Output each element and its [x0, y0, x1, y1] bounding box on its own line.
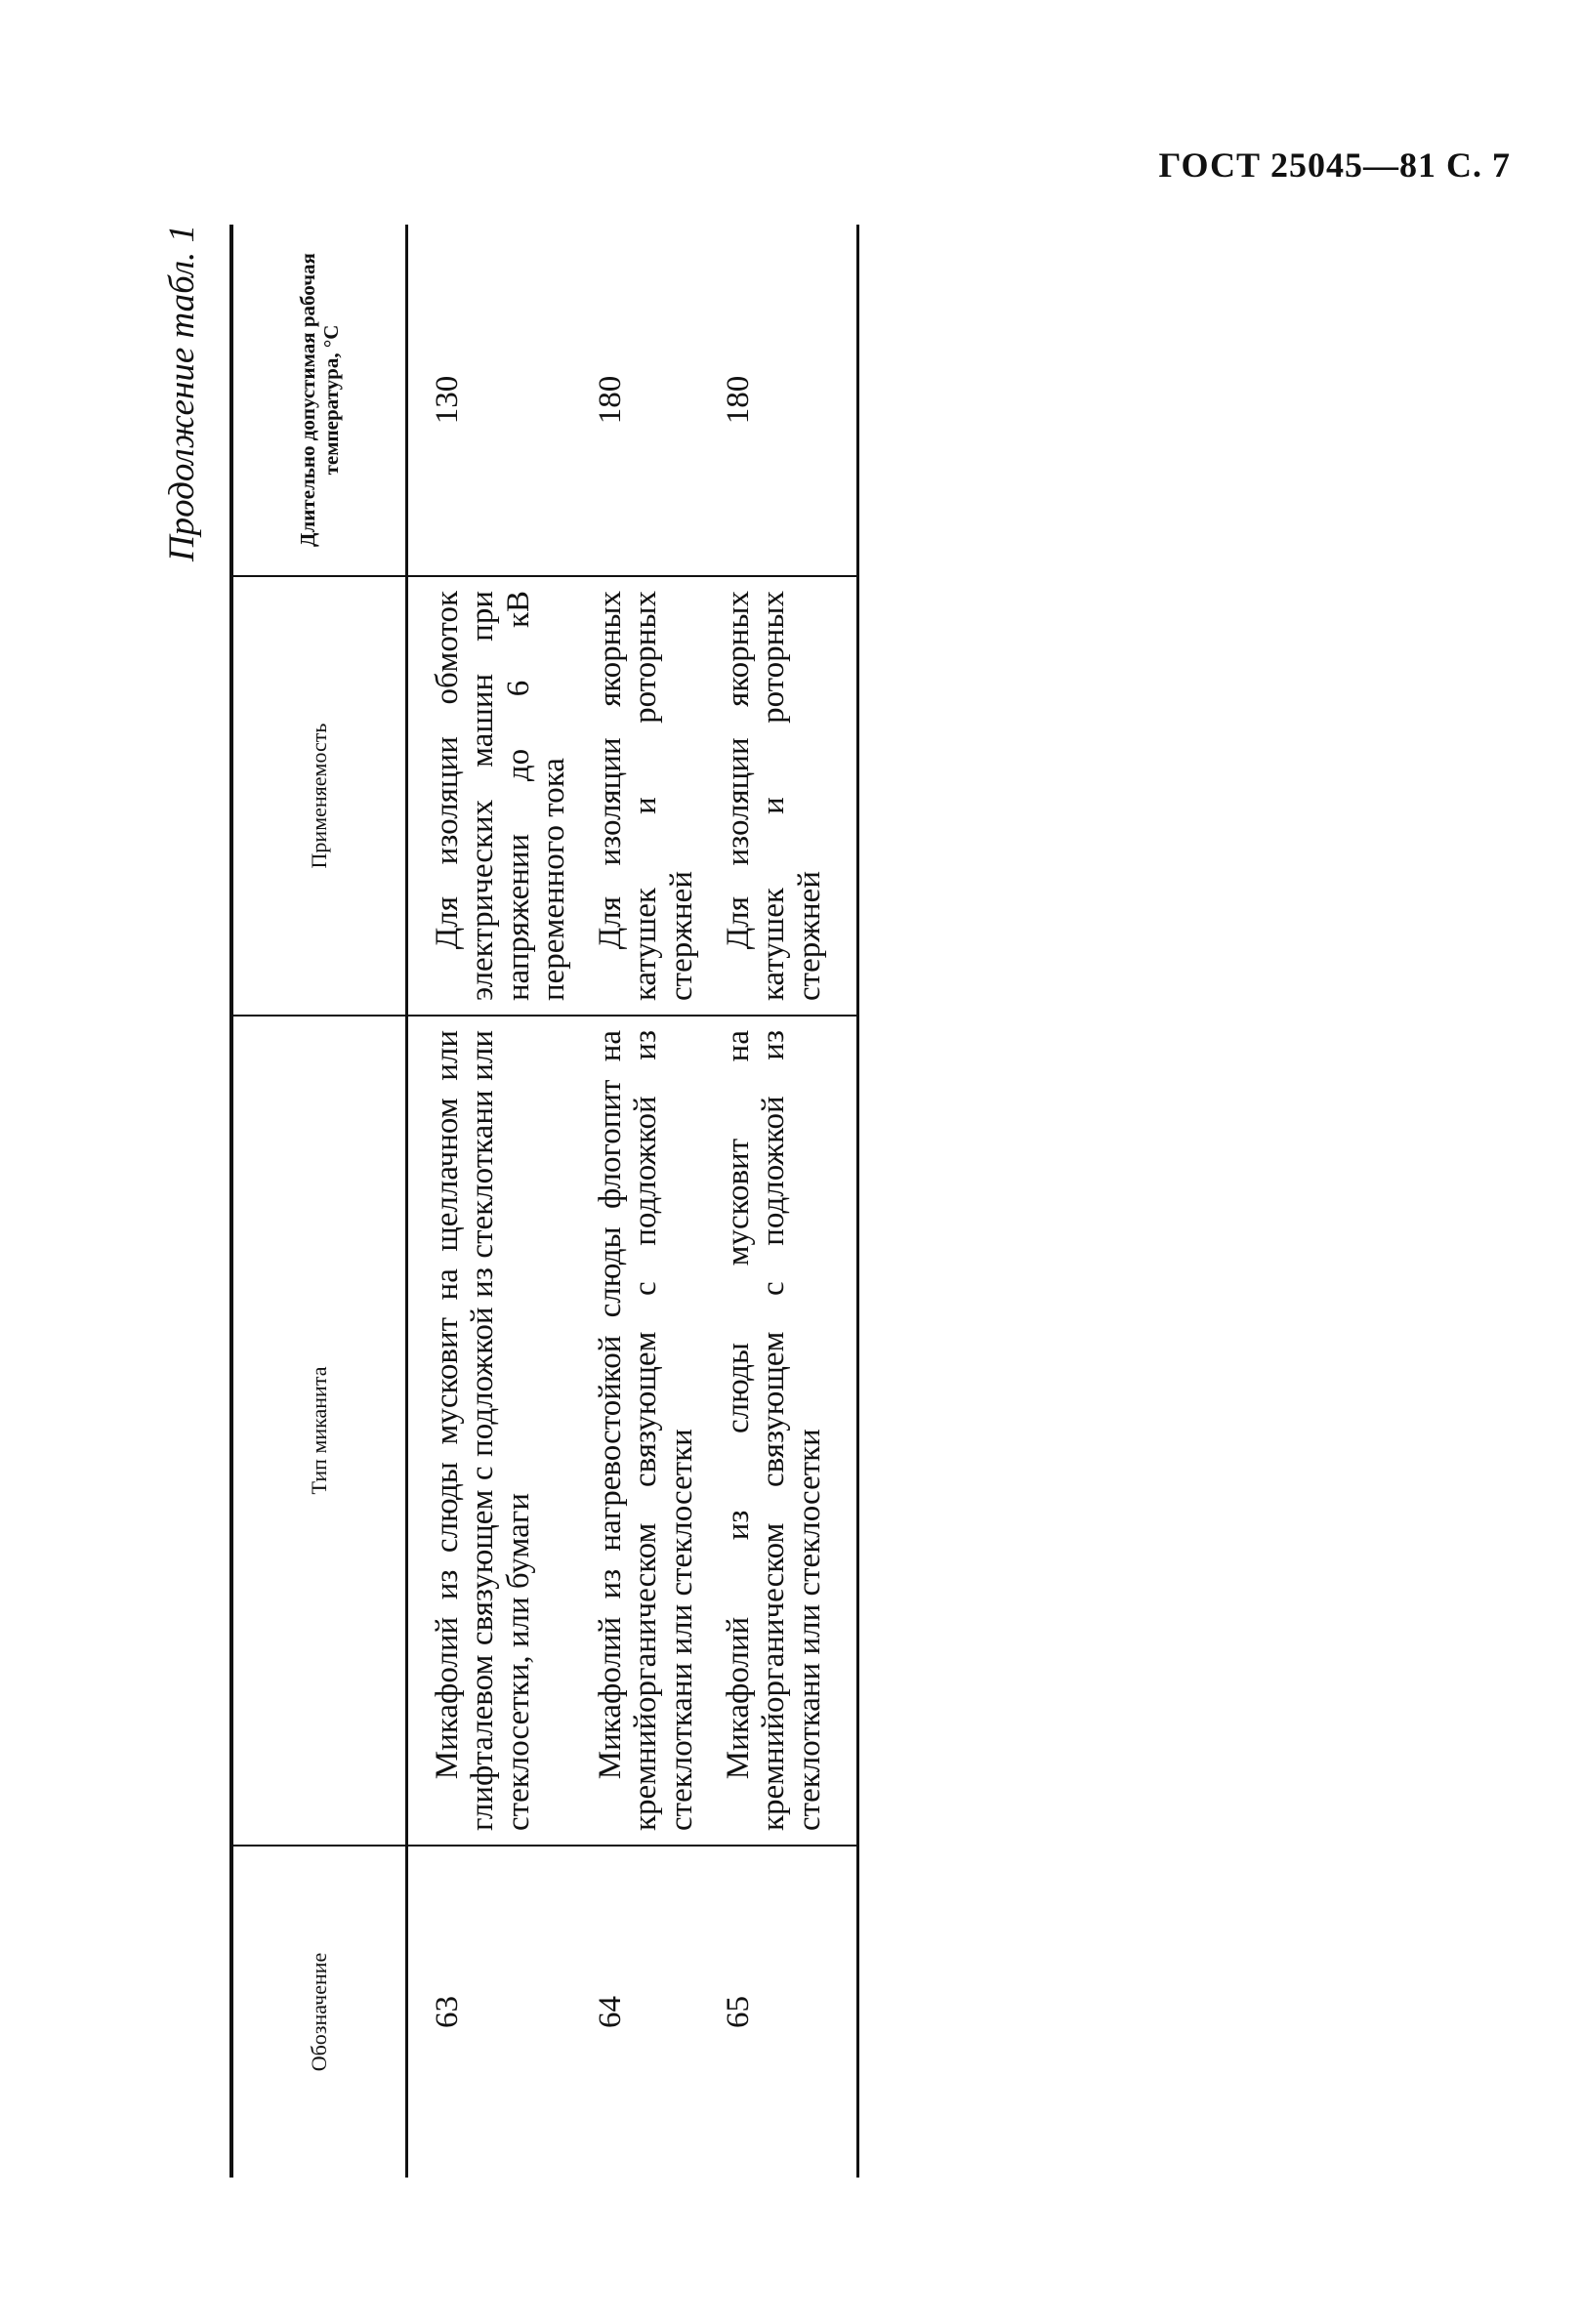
cell-code: 65 [699, 1846, 857, 2178]
cell-type: Микафолий из слюды мусковит на кремнийорганическом связующем с подложкой из стеклоткани или стеклосетки [699, 1016, 857, 1846]
table-row [571, 225, 699, 2178]
cell-application: Для изоляции обмоток электрических машин при напряжении до 6 кВ переменного тока [407, 576, 572, 1016]
table-row [407, 225, 572, 2178]
cell-type: Микафолий из нагревостойкой слюды флогопит на кремнийорганическом связующем с подложкой из стеклоткани или стеклосетки [571, 1016, 699, 1846]
cell-application: Для изоляции якорных катушек и роторных стержней [571, 576, 699, 1016]
cell-code: 64 [593, 1996, 629, 2028]
cell-code: 63 [430, 1996, 465, 2028]
table-continuation-label: Продолжение табл. 1 [162, 225, 202, 562]
table-header-row [231, 225, 407, 2178]
table-row [699, 225, 857, 2178]
rotated-table-container [161, 225, 942, 2178]
cell-application: Для изоляции якорных катушек и роторных стержней [699, 576, 857, 1016]
column-header-temperature: Длительно допустимая рабочая температура, °С [231, 225, 407, 576]
page-header-standard-ref: ГОСТ 25045—81 С. 7 [1158, 145, 1511, 185]
column-header-application: Применяемость [231, 576, 407, 1016]
mica-specification-table [229, 225, 859, 2178]
cell-temperature: 180 [571, 225, 699, 576]
column-header-type: Тип миканита [231, 1016, 407, 1846]
cell-temperature: 130 [407, 225, 572, 576]
column-header-code: Обозначение [231, 1846, 407, 2178]
cell-temperature: 180 [699, 225, 857, 576]
cell-type: Микафолий из слюды мусковит на щеллачном или глифталевом связующем с подложкой из стеклоткани или стеклосетки, или бумаги [407, 1016, 572, 1846]
